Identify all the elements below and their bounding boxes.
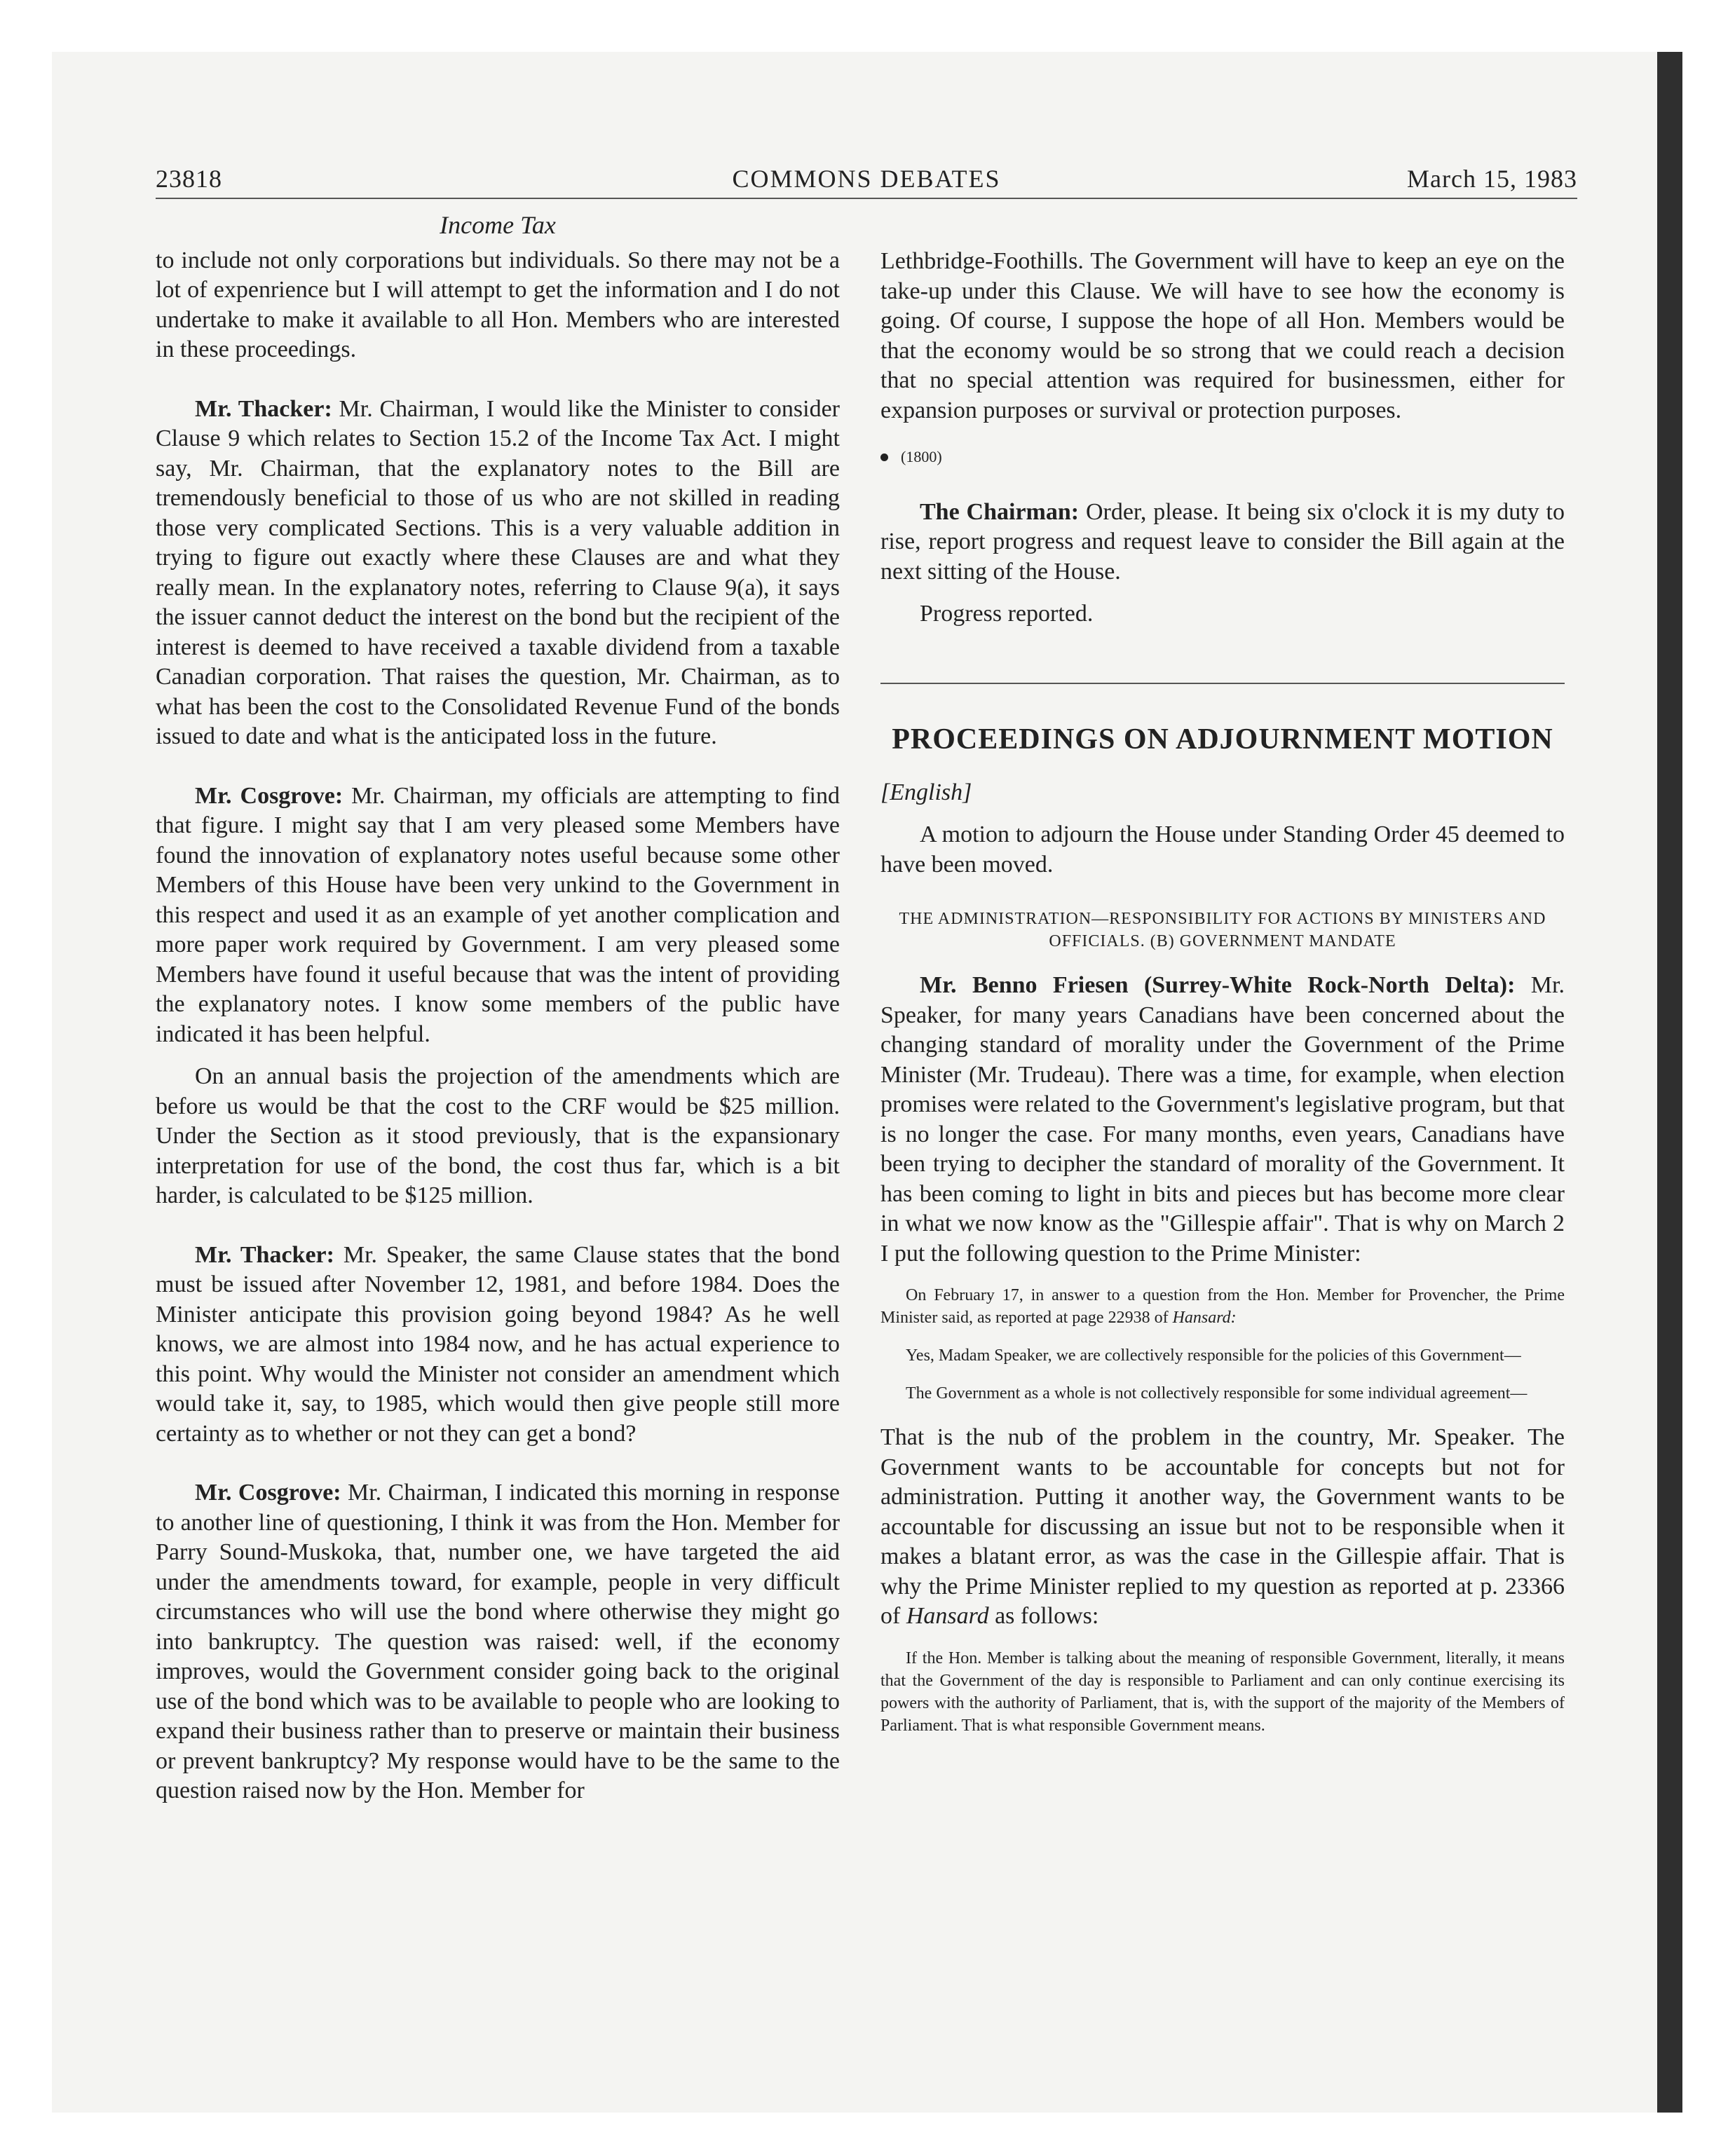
speaker-name: Mr. Benno Friesen (Surrey-White Rock-North Delta): bbox=[920, 972, 1516, 998]
paragraph-text-end: as follows: bbox=[988, 1603, 1099, 1629]
left-column bbox=[156, 210, 840, 1806]
speech-paragraph bbox=[156, 782, 840, 1050]
paragraph-text: That is the nub of the problem in the country, Mr. Speaker. The Government wants to be accountable for concepts but not for administration. Putting it another way, the Government wants to be accountable for discussing an issue but not to be responsible when it makes a blatant error, as was the case in the Gillespie affair. That is why the Prime Minister replied to my question as reported at p. 23366 of bbox=[880, 1424, 1565, 1629]
speech-text: Mr. Speaker, the same Clause states that the bond must be issued after November 12, 1981, and before 1984. Does the Minister anticipate this provision going beyond 1984? As he well knows, we are almost into 1984 now, and he has actual experience to this point. Why would the Minister not consider an amendment which would take it, say, to 1985, which would then give people still more certainty as to whether or not they can get a bond? bbox=[156, 1241, 840, 1447]
page-header bbox=[156, 164, 1577, 199]
page-number: 23818 bbox=[156, 165, 222, 193]
speaker-name: Mr. Thacker: bbox=[195, 1241, 334, 1268]
paragraph: On an annual basis the projection of the amendments which are before us would be that the cost to the CRF would be $25 million. Under the Section as it stood previously, that is the expansionary interpretation for use of the bond, the cost thus far, which is a bit harder, is calculated to be $125 million. bbox=[156, 1063, 840, 1208]
publication-title: COMMONS DEBATES bbox=[732, 165, 1001, 193]
speech-text: Mr. Chairman, my officials are attempting to find that figure. I might say that I am very pleased some Members have found the innovation of explanatory notes useful because some other Members of this House have been very unkind to the Government in this respect and used it as an example of yet another complication and more paper work required by Government. I am very pleased some Members have found it useful because that was the intent of providing the explanatory notes. I know some members of the public have indicated it has been helpful. bbox=[156, 782, 840, 1047]
timestamp-text: (1800) bbox=[901, 448, 942, 465]
paragraph: Progress reported. bbox=[920, 601, 1094, 627]
speech-paragraph bbox=[156, 1478, 840, 1806]
paragraph: to include not only corporations but individuals. So there may not be a lot of expenrience but I will attempt to get the information and I do not undertake to make it available to all Hon. Members who are interested in these proceedings. bbox=[156, 247, 840, 362]
speech-paragraph bbox=[156, 1241, 840, 1449]
speech-text: Mr. Speaker, for many years Canadians have been concerned about the changing standard of morality under the Government of the Prime Minister (Mr. Trudeau). There was a time, for example, when election promises were related to the Government's legislative program, but that is no longer the case. For many months, even years, Canadians have been trying to decipher the standard of morality of the Government. It has been coming to light in bits and pieces but has become more clear in what we now know as the "Gillespie affair". That is why on March 2 I put the following question to the Prime Minister: bbox=[880, 972, 1565, 1267]
italic-text: Hansard bbox=[906, 1603, 989, 1629]
block-quote: If the Hon. Member is talking about the meaning of responsible Government, literally, it means that the Government of the day is responsible to Parliament and can only continue exercising its powers with the authority of Parliament, that is, with the support of the majority of the Members of Parliament. That is what responsible Government means. bbox=[880, 1649, 1565, 1735]
paragraph bbox=[880, 1423, 1565, 1632]
block-quote: The Government as a whole is not collectively responsible for some individual agreement— bbox=[906, 1384, 1528, 1403]
speech-text: Order, please. It being six o'clock it is my duty to rise, report progress and request leave to consider the Bill again at the next sitting of the House. bbox=[880, 498, 1565, 585]
speech-paragraph bbox=[156, 395, 840, 752]
speech-paragraph bbox=[880, 498, 1565, 587]
speech-text: Mr. Chairman, I indicated this morning in response to another line of questioning, I think it was from the Hon. Member for Parry Sound-Muskoka, that, number one, we have targeted the aid under the amendments toward, for example, people in very difficult circumstances who will use the bond where otherwise they might go into bankruptcy. The question was raised: well, if the economy improves, would the Government consider going back to the original use of the bond which was to be available to people who are looking to expand their business rather than to preserve or maintain their business or prevent bankruptcy? My response would have to be the same to the question raised now by the Hon. Member for bbox=[156, 1480, 840, 1803]
section-divider bbox=[880, 683, 1565, 684]
speaker-name: Mr. Cosgrove: bbox=[195, 782, 343, 809]
timestamp-marker bbox=[880, 442, 1565, 472]
speaker-name: Mr. Thacker: bbox=[195, 395, 332, 422]
publication-date: March 15, 1983 bbox=[1407, 165, 1577, 193]
right-column bbox=[880, 247, 1565, 1737]
speaker-name: Mr. Cosgrove: bbox=[195, 1480, 341, 1506]
quote-text: On February 17, in answer to a question from the Hon. Member for Provencher, the Prime Minister said, as reported at page 22938 of bbox=[880, 1286, 1565, 1327]
speech-paragraph bbox=[880, 971, 1565, 1269]
speech-text: Mr. Chairman, I would like the Minister to consider Clause 9 which relates to Section 15.2 of the Income Tax Act. I might say, Mr. Chairman, that the explanatory notes to the Bill are tremendously beneficial to those of us who are not skilled in reading those very complicated Sections. This is a very valuable addition in trying to figure out exactly where these Clauses are and what they really mean. In the explanatory notes, referring to Clause 9(a), it says the issuer cannot deduct the interest on the bond but the recipient of the interest is deemed to have received a taxable dividend from a taxable Canadian corporation. That raises the question, Mr. Chairman, as to what has been the cost to the Consolidated Revenue Fund of the bonds issued to date and what is the anticipated loss in the future. bbox=[156, 395, 840, 749]
section-title: Income Tax bbox=[440, 211, 556, 239]
block-quote bbox=[880, 1284, 1565, 1329]
section-heading: PROCEEDINGS ON ADJOURNMENT MOTION bbox=[892, 723, 1553, 756]
block-quote: Yes, Madam Speaker, we are collectively responsible for the policies of this Government— bbox=[906, 1346, 1521, 1365]
paragraph: A motion to adjourn the House under Standing Order 45 deemed to have been moved. bbox=[880, 821, 1565, 878]
paragraph: Lethbridge-Foothills. The Government will have to keep an eye on the take-up under this Clause. We will have to see how the economy is going. Of course, I suppose the hope of all Hon. Members would be that the economy would be so strong that we could reach a decision that no special attention was required for businessmen, either for expansion purposes or survival or protection purposes. bbox=[880, 248, 1565, 423]
language-marker: [English] bbox=[880, 779, 972, 805]
page-binding-edge bbox=[1657, 52, 1682, 2113]
quote-italic: Hansard: bbox=[1172, 1309, 1237, 1327]
bullet-icon bbox=[880, 453, 888, 461]
subheading: THE ADMINISTRATION—RESPONSIBILITY FOR ACTIONS BY MINISTERS AND OFFICIALS. (B) GOVERNMENT MANDATE bbox=[899, 910, 1546, 950]
speaker-name: The Chairman: bbox=[920, 498, 1080, 525]
